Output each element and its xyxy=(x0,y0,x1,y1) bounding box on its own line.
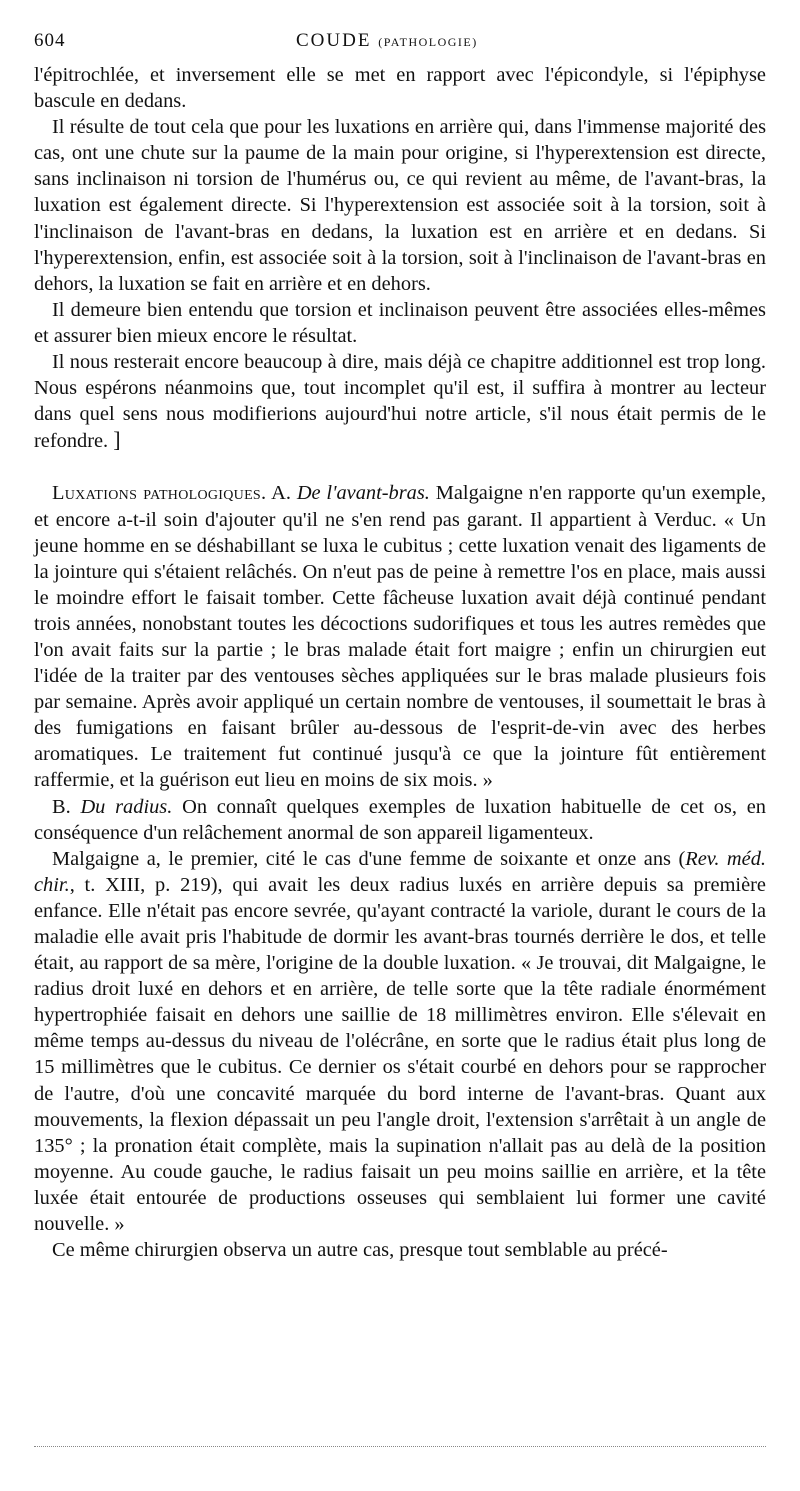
citation: Rev. méd. chir. xyxy=(34,847,766,896)
page-number: 604 xyxy=(34,30,66,51)
paragraph xyxy=(34,1237,766,1263)
paragraph-text: Malgaigne a, le premier, cité le cas d'une femme de soixante et onze ans ( xyxy=(52,847,686,870)
closing-bracket: ] xyxy=(113,427,121,453)
paragraph-text: Il nous resterait encore beaucoup à dire, mais déjà ce chapitre additionnel est trop long. Nous espérons néanmoins que, tout incomplet qu'il est, il suffira à montrer au lecteur dans quel sens nous modifierions aujourd'hui notre article, s'il nous était permis de le refondre. xyxy=(34,351,766,453)
subsection-letter: B. xyxy=(52,795,71,818)
paragraph-text: Il résulte de tout cela que pour les luxations en arrière qui, dans l'immense majorité des cas, ont une chute sur la paume de la main pour origine, si l'hyperextension est directe, sans inclinaison ni torsion de l'humérus ou, ce qui revient au même, de l'avant-bras, la luxation est également directe. Si l'hyperextension est associée soit à la torsion, soit à l'inclinaison de l'avant-bras en dedans, la luxation est en arrière et en dedans. Si l'hyperextension, enfin, est associée soit à la torsion, soit à l'inclinaison de l'avant-bras en dehors, la luxation se fait en arrière et en dehors. xyxy=(34,116,766,295)
footer-dotted-rule xyxy=(34,1446,766,1447)
section-paragraph xyxy=(34,480,766,793)
paragraph xyxy=(34,846,766,1237)
running-title-main: COUDE xyxy=(296,30,372,51)
body-text xyxy=(34,62,766,1263)
running-title xyxy=(296,30,478,52)
subsection-letter: A. xyxy=(271,482,291,505)
paragraph-text: , t. XIII, p. 219), qui avait les deux radius luxés en arrière depuis sa première enfance. Elle n'était pas encore sevrée, qu'ayant contracté la variole, durant le cours de la maladie elle avait pris l'habitude de dormir les avant-bras tournés derrière le dos, et telle était, au rapport de sa mère, l'origine de la double luxation. « Je trouvai, dit Malgaigne, le radius droit luxé en dehors et en arrière, de telle sorte que la tête radiale énormément hypertrophiée faisait en dehors une saillie de 18 millimètres environ. Elle s'élevait en même temps au-dessus du niveau de l'olécrâne, en sorte que le radius était plus long de 15 millimètres que le cubitus. Ce dernier os s'était courbé en dehors pour se rapprocher de l'autre, d'où une concavité marquée du bord interne de l'avant-bras. Quant aux mouvements, la flexion dépassait un peu l'angle droit, l'extension s'arrêtait à un angle de 135° ; la pronation était complète, mais la supination n'allait pas au delà de la position moyenne. Au coude gauche, le radius faisait un peu moins saillie en arrière, et la tête luxée était entourée de productions osseuses qui semblaient lui former une cavité nouvelle. » xyxy=(34,873,766,1236)
paragraph xyxy=(34,297,766,349)
running-title-sub: (PATHOLOGIE) xyxy=(378,35,478,49)
paragraph xyxy=(34,114,766,297)
subsection-title: De l'avant-bras. xyxy=(296,482,430,505)
page xyxy=(34,30,766,1263)
paragraph-continuation xyxy=(34,62,766,114)
paragraph xyxy=(34,349,766,454)
subsection-title: Du radius. xyxy=(80,795,173,818)
paragraph-text: Malgaigne n'en rapporte qu'un exemple, et encore a-t-il soin d'ajouter qu'il ne s'en rend pas garant. Il appartient à Verduc. « Un jeune homme en se déshabillant se luxa le cubitus ; cette luxation venait des ligaments de la jointure qui s'étaient relâchés. On n'eut pas de peine à remettre l'os en place, mais aussi le moindre effort le faisait tomber. Cette fâcheuse luxation avait déjà continué pendant trois années, nonobstant toutes les décoctions sudorifiques et tous les autres remèdes que l'on avait faits sur la partie ; le bras malade était fort maigre ; enfin un chirurgien eut l'idée de la traiter par des ventouses sèches appliquées sur le bras malade plusieurs fois par semaine. Après avoir appliqué un certain nombre de ventouses, il soumettait le bras à des fumigations en faisant brûler au-dessous de l'esprit-de-vin avec des herbes aromatiques. Le traitement fut continué jusqu'à ce que la jointure fût entièrement raffermie, et la guérison eut lieu en moins de six mois. » xyxy=(34,482,766,792)
paragraph xyxy=(34,794,766,846)
running-header xyxy=(34,30,766,62)
section-heading: Luxations pathologiques. xyxy=(52,482,267,505)
paragraph-text: l'épitrochlée, et inversement elle se met en rapport avec l'épicondyle, si l'épiphyse bascule en dedans. xyxy=(34,64,766,113)
paragraph-text: Ce même chirurgien observa un autre cas, presque tout semblable au précé- xyxy=(52,1239,668,1262)
paragraph-text: Il demeure bien entendu que torsion et inclinaison peuvent être associées elles-mêmes et assurer bien mieux encore le résultat. xyxy=(34,298,766,347)
paragraph-text: On connaît quelques exemples de luxation habituelle de cet os, en conséquence d'un relâchement anormal de son appareil ligamenteux. xyxy=(34,795,766,844)
